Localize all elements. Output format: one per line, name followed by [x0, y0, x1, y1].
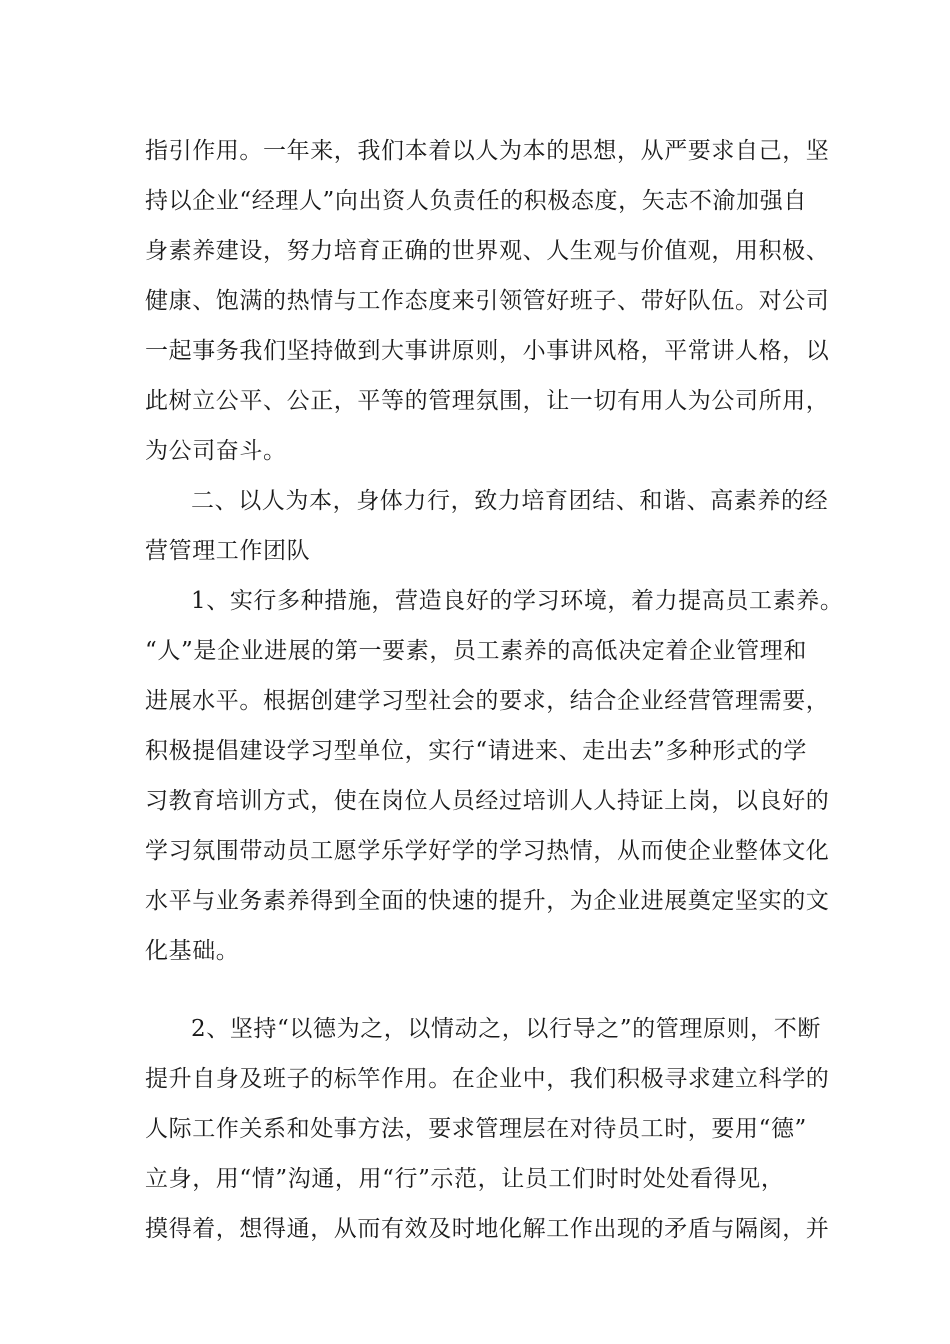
- text-line: 学习氛围带动员工愿学乐学好学的学习热情，从而使企业整体文化: [145, 838, 830, 864]
- text-line: 身素养建设，努力培育正确的世界观、人生观与价值观，用积极、: [145, 238, 830, 264]
- text-line: 习教育培训方式，使在岗位人员经过培训人人持证上岗，以良好的: [145, 788, 830, 814]
- text-line: 积极提倡建设学习型单位，实行“请进来、走出去”多种形式的学: [145, 738, 807, 764]
- text-line: 此树立公平、公正，平等的管理氛围，让一切有用人为公司所用，: [145, 388, 830, 414]
- text-line: 持以企业“经理人”向出资人负责任的积极态度，矢志不渝加强自: [145, 188, 807, 214]
- text-line: “人”是企业进展的第一要素，员工素养的高低决定着企业管理和: [145, 638, 807, 664]
- text-line: 水平与业务素养得到全面的快速的提升，为企业进展奠定坚实的文: [145, 888, 830, 914]
- section-heading-line: 二、以人为本，身体力行，致力培育团结、和谐、高素养的经: [191, 488, 829, 514]
- text-line: 化基础。: [145, 938, 240, 964]
- text-line: 摸得着，想得通，从而有效及时地化解工作出现的矛盾与隔阂，并: [145, 1216, 830, 1242]
- text-line: 人际工作关系和处事方法，要求管理层在对待员工时，要用“德”: [145, 1116, 807, 1142]
- text-line: 1、实行多种措施，营造良好的学习环境，着力提高员工素养。: [191, 588, 844, 614]
- text-line: 提升自身及班子的标竿作用。在企业中，我们积极寻求建立科学的: [145, 1066, 830, 1092]
- text-line: 健康、饱满的热情与工作态度来引领管好班子、带好队伍。对公司: [145, 288, 830, 314]
- text-line: 为公司奋斗。: [145, 438, 287, 464]
- text-line: 一起事务我们坚持做到大事讲原则，小事讲风格，平常讲人格，以: [145, 338, 830, 364]
- text-line: 进展水平。根据创建学习型社会的要求，结合企业经营管理需要，: [145, 688, 830, 714]
- text-line: 2、坚持“以德为之，以情动之，以行导之”的管理原则，不断: [191, 1016, 821, 1042]
- section-heading-line: 营管理工作团队: [145, 538, 311, 564]
- text-line: 立身，用“情”沟通，用“行”示范，让员工们时时处处看得见，: [145, 1166, 785, 1192]
- text-line: 指引作用。一年来，我们本着以人为本的思想，从严要求自己，坚: [145, 138, 830, 164]
